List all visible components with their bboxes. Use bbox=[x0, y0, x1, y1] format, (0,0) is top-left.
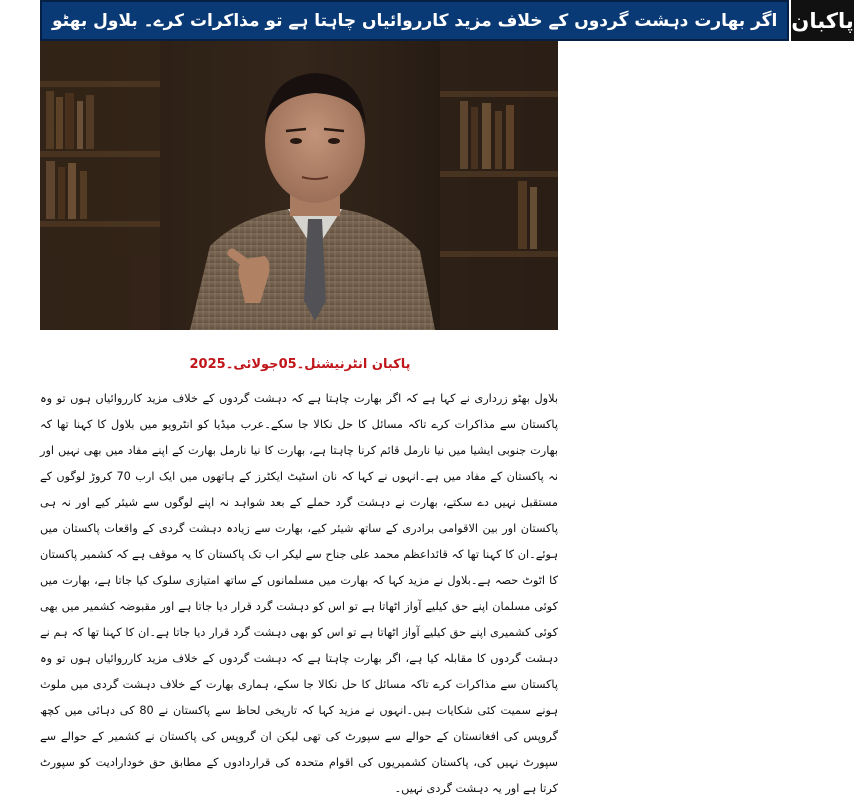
dateline: پاکبان انٹرنیشنل۔05جولائی۔2025 bbox=[189, 357, 411, 372]
article-paragraph: بلاول بھٹو زرداری نے کہا ہے کہ اگر بھارت چاہتا ہے کہ دہشت گردوں کے خلاف مزید کارروائیاں ہوں تو وہ پاکستان سے مذاکرات کرے تاکہ مسائل کا حل نکالا جا سکے۔عرب میڈیا کو انٹرویو میں بلاول کا کہنا تھا کہ بھارت جنوبی ایشیا میں نیا نارمل قائم کرنا چاہتا ہے، بھارت کا نیا نارمل بھارت کے اپنے مفاد میں بھی نہیں اور نہ پاکستان کے مفاد میں ہے۔انہوں نے کہا کہ نان اسٹیٹ ایکٹرز کے ہاتھوں میں ایک ارب 70 کروڑ لوگوں کے مستقبل نہیں دے سکتے، بھارت نے دہشت گرد حملے کے بعد شواہد نہ اپنے لوگوں سے شیئر کیے اور نہ ہی پاکستان اور بین الاقوامی برادری کے ساتھ شیئر کیے، بھارت سے زیادہ دہشت گردی کے واقعات پاکستان میں ہوئے۔ان کا کہنا تھا کہ قائداعظم محمد علی جناح سے لیکر اب تک پاکستان کا یہ موقف ہے کہ کشمیر پاکستان کا اٹوٹ حصہ ہے۔بلاول نے مزید کہا کہ بھارت میں مسلمانوں کے ساتھ امتیازی سلوک کیا جاتا ہے، بھارت میں کوئی مسلمان اپنے حق کیلیے آواز اٹھاتا ہے تو اس کو دہشت گرد قرار دیا جاتا ہے اور مقبوضہ کشمیر میں بھی کوئی کشمیری اپنے حق کیلیے آواز اٹھاتا ہے تو اس کو بھی دہشت گرد قرار دیا جاتا ہے۔ان کا کہنا تھا کہ ہم نے دہشت گردوں کا مقابلہ کیا ہے، اگر بھارت چاہتا ہے کہ دہشت گردوں کے خلاف مزید کارروائیاں ہوں تو وہ پاکستان سے مذاکرات کرے تاکہ مسائل کا حل نکالا جا سکے، ہماری بھارت کے خلاف دہشت گردی میں ملوث ہونے سمیت کئی شکایات ہیں۔انہوں نے مزید کہا کہ تاریخی لحاظ سے پاکستان نے 80 کی دہائی میں کچھ گروپس کی افغانستان کے حوالے سے سپورٹ کی تھی لیکن ان گروپس کی پاکستان نے کشمیر کے حوالے سے سپورٹ نہیں کی، پاکستان کشمیریوں کی اقوام متحدہ کی قراردادوں کے مطابق حق خودارادیت کو سپورٹ کرتا ہے اور یہ دہشت گردی نہیں۔ bbox=[40, 392, 558, 795]
brand-logo: پاکبان bbox=[789, 0, 853, 41]
article-body bbox=[40, 386, 558, 802]
headline: اگر بھارت دہشت گردوں کے خلاف مزید کارروائیاں چاہتا ہے تو مذاکرات کرے۔ بلاول بھٹو bbox=[40, 0, 789, 41]
header-band bbox=[40, 0, 854, 41]
speaker-photo bbox=[40, 41, 558, 330]
article-photo bbox=[40, 41, 558, 330]
